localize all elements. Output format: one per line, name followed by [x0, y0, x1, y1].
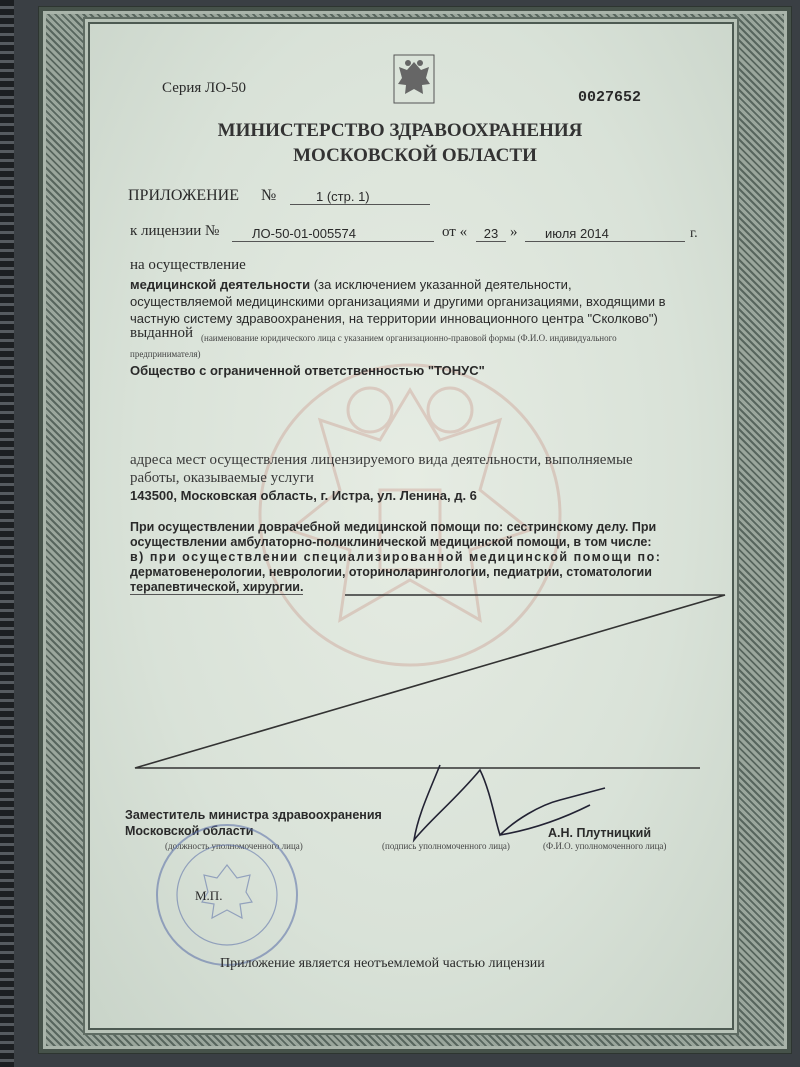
services-line3: в) при осуществлении специализированной медицинской помощи по: — [130, 550, 662, 564]
address-value: 143500, Московская область, г. Истра, ул. Ленина, д. 6 — [130, 488, 477, 503]
appendix-no-sign: № — [261, 187, 277, 204]
services-line5: терапевтической, хирургии. — [130, 580, 304, 594]
license-day: 23 — [476, 226, 506, 242]
signer-position-line1: Заместитель министра здравоохранения — [125, 808, 382, 822]
services-line2: осуществлении амбулаторно-поликлинической медицинской помощи, в том числе: — [130, 535, 652, 549]
license-close-quote: » — [510, 224, 518, 240]
position-note: (должность уполномоченного лица) — [165, 841, 303, 851]
series-label: Серия ЛО-50 — [162, 80, 247, 96]
license-from: от « — [442, 224, 468, 240]
appendix-label: ПРИЛОЖЕНИЕ — [128, 187, 240, 204]
services-line1: При осуществлении доврачебной медицинской помощи по: сестринскому делу. При — [130, 520, 657, 534]
official-stamp-icon — [142, 820, 312, 970]
handwritten-signature-icon — [400, 760, 630, 860]
signer-name: А.Н. Плутницкий — [548, 826, 652, 840]
ministry-title-line2: МОСКОВСКОЙ ОБЛАСТИ — [293, 145, 537, 166]
issued-note-line2: предпринимателя) — [130, 349, 201, 359]
signer-position-line2: Московской области — [125, 824, 254, 838]
appendix-value: 1 (стр. 1) — [290, 189, 430, 205]
activity-line1-rest: (за исключением указанной деятельности, — [310, 277, 572, 292]
address-label-line2: работы, оказываемые услуги — [130, 470, 314, 486]
activity-line3: частную систему здравоохранения, на территории инновационного центра "Сколково") — [130, 311, 658, 326]
mp-label: М.П. — [195, 888, 223, 903]
issued-label: выданной — [130, 325, 194, 341]
form-number: 0027652 — [578, 89, 642, 106]
license-year-suffix: г. — [690, 226, 698, 241]
cancellation-z-line — [130, 590, 730, 770]
activity-bold: медицинской деятельности — [130, 277, 311, 292]
address-label-line1: адреса мест осуществления лицензируемого вида деятельности, выполняемые — [130, 452, 633, 468]
services-line4: дерматовенерологии, неврологии, оториноларингологии, педиатрии, стоматологии — [130, 565, 652, 579]
name-note: (Ф.И.О. уполномоченного лица) — [543, 841, 667, 851]
signature-note: (подпись уполномоченного лица) — [382, 841, 510, 851]
license-prefix: к лицензии № — [130, 223, 220, 239]
license-number: ЛО-50-01-005574 — [232, 226, 434, 242]
organization-name: Общество с ограниченной ответственностью "ТОНУС" — [130, 363, 485, 378]
activity-intro: на осуществление — [130, 257, 246, 273]
coat-of-arms-icon — [393, 54, 435, 104]
license-month-year: июля 2014 — [525, 226, 685, 242]
footer-note: Приложение является неотъемлемой частью лицензии — [220, 956, 545, 971]
activity-line2: осуществляемой медицинскими организациями и другими организациями, входящими в — [130, 294, 666, 309]
issued-note-line1: (наименование юридического лица с указанием организационно-правовой формы (Ф.И.О. индивидуального — [201, 333, 617, 343]
ministry-title-line1: МИНИСТЕРСТВО ЗДРАВООХРАНЕНИЯ — [217, 120, 583, 141]
activity-line1 — [130, 277, 572, 292]
